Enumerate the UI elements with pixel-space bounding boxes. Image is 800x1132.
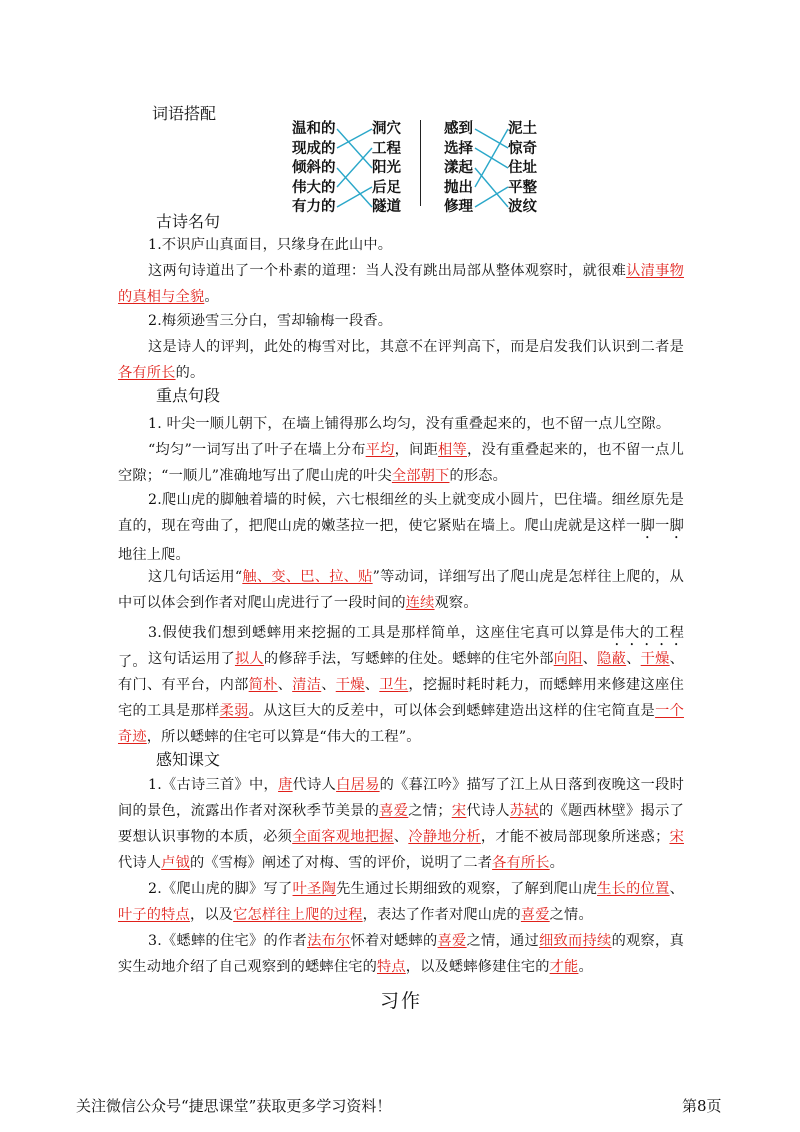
emphasis-text: 脚	[669, 518, 685, 534]
key-analysis-3: 这句话运用了拟人的修辞手法，写蟋蟀的住处。蟋蟀的住宅外部向阳、隐蔽、干燥、有门、有平台，内部简朴、清洁、干燥、卫生，挖掘时耗时耗力，而蟋蟀用来修建这座住宅的工具是那样柔弱。从这巨大的反差中，可以体会到蟋蟀建造出这样的住宅简直是一个奇迹，所以蟋蟀的住宅可以算是“伟大的工程”。	[118, 651, 685, 745]
match-word: 抛出	[444, 178, 473, 196]
key-term: 卢钺	[161, 855, 190, 871]
key-term: 叶子的特点	[118, 907, 190, 923]
key-sentence-3: 3.假使我们想到蟋蟀用来挖掘的工具是那样简单，这座住宅真可以算是伟大的工程了。	[118, 625, 684, 670]
key-term: 唐	[278, 777, 293, 793]
match-word: 漾起	[444, 159, 473, 176]
key-term: 柔弱	[219, 703, 249, 719]
key-term: 一个奇迹	[118, 703, 684, 745]
poem-analysis-1: 这两句诗道出了一个朴素的道理：当人没有跳出局部从整体观察时，就很难认清事物的真相与全貌。	[118, 263, 684, 305]
page-number: 第8页	[682, 1097, 722, 1115]
section-heading-writing: 习作	[380, 990, 423, 1012]
match-line	[337, 148, 372, 187]
key-term: 清洁	[292, 677, 322, 693]
key-term: 拟人	[234, 651, 264, 667]
key-analysis-1: “均匀”一词写出了叶子在墙上分布平均，间距相等，没有重叠起来的，也不留一点儿空隙；“一顺儿”准确地写出了爬山虎的叶尖全部朝下的形态。	[118, 442, 684, 484]
key-term: 苏轼	[509, 803, 539, 819]
match-word: 平整	[508, 178, 537, 196]
key-term: 平均	[365, 442, 395, 458]
poem-line-2: 2.梅须逊雪三分白，雪却输梅一段香。	[148, 313, 393, 329]
key-term: 简朴	[248, 677, 278, 693]
match-group1-left	[292, 119, 336, 217]
match-word: 现成的	[292, 139, 336, 157]
key-sentence-2: 2.爬山虎的脚触着墙的时候，六七根细丝的头上就变成小圆片，巴住墙。细丝原先是直的，现在弯曲了，把爬山虎的嫩茎拉一把，使它紧贴在墙上。爬山虎就是这样一脚一脚地往上爬。	[118, 492, 685, 563]
key-term: 全部朝下	[391, 468, 450, 484]
match-word: 有力的	[292, 198, 336, 215]
key-term: 细致而持续	[539, 933, 612, 949]
match-word: 后足	[372, 178, 401, 196]
match-word: 倾斜的	[292, 159, 336, 176]
key-term: 喜爱	[379, 803, 409, 819]
key-term: 宋	[451, 803, 467, 819]
match-word: 选择	[444, 139, 473, 157]
key-term: 隐蔽	[597, 651, 627, 667]
match-word: 温和的	[292, 120, 336, 137]
key-term: 干燥	[335, 677, 365, 693]
section-heading-key-sentences: 重点句段	[156, 386, 221, 405]
key-term: 它怎样往上爬的过程	[233, 907, 363, 923]
match-word: 隧道	[372, 198, 401, 215]
emphasis-text: 伟大的工程	[609, 625, 684, 641]
emphasis-text: 脚	[640, 518, 656, 534]
key-term: 触、变、巴、拉、贴	[242, 569, 373, 585]
key-term: 干燥	[640, 651, 670, 667]
match-word: 工程	[372, 139, 401, 157]
match-word: 感到	[444, 120, 473, 137]
key-term: 各有所长	[118, 365, 176, 381]
key-term: 卫生	[379, 677, 409, 693]
key-term: 全面客观地把握	[292, 829, 394, 845]
key-sentence-1: 1. 叶尖一顺儿朝下，在墙上铺得那么均匀，没有重叠起来的，也不留一点儿空隙。	[148, 416, 671, 432]
key-analysis-2: 这几句话运用“触、变、巴、拉、贴”等动词，详细写出了爬山虎是怎样往上爬的，从中可以体会到作者对爬山虎进行了一段时间的连续观察。	[118, 569, 685, 611]
match-word: 阳光	[372, 159, 401, 176]
match-line	[475, 168, 508, 207]
key-term: 喜爱	[520, 907, 550, 923]
key-term: 宋	[669, 829, 684, 845]
match-line	[475, 187, 508, 207]
match-lines-group2	[474, 119, 510, 217]
match-word: 住址	[508, 159, 537, 176]
match-group2-right	[508, 119, 537, 217]
match-divider	[420, 120, 421, 206]
match-line	[337, 187, 372, 207]
match-line	[337, 168, 372, 207]
match-word: 修理	[444, 198, 473, 215]
match-line	[337, 129, 372, 148]
match-word: 伟大的	[292, 178, 336, 196]
key-term: 喜爱	[437, 933, 467, 949]
key-term: 特点	[376, 959, 406, 975]
key-term: 才能	[549, 959, 579, 975]
match-word: 惊奇	[508, 139, 537, 157]
match-word: 泥土	[508, 120, 537, 137]
key-term: 连续	[405, 595, 435, 611]
key-term: 相等	[438, 442, 467, 458]
section-heading-poems: 古诗名句	[156, 212, 221, 231]
key-term: 认清事物的真相与全貌	[118, 263, 684, 305]
footer-promo-text: 关注微信公众号“捷思课堂”获取更多学习资料！	[76, 1097, 392, 1115]
match-line	[337, 129, 372, 168]
poem-line-1: 1.不识庐山真面目，只缘身在此山中。	[148, 237, 393, 253]
section-heading-word-match: 词语搭配	[152, 104, 217, 123]
key-term: 各有所长	[492, 855, 550, 871]
key-term: 生长的位置	[597, 881, 670, 897]
match-lines-group1	[336, 119, 374, 217]
key-term: 冷静地分析	[408, 829, 481, 845]
match-group2-left	[444, 119, 473, 217]
lesson-summary-1: 1.《古诗三首》中，唐代诗人白居易的《暮江吟》描写了江上从日落到夜晚这一段时间的景色，流露出作者对深秋季节美景的喜爱之情；宋代诗人苏轼的《题西林壁》揭示了要想认识事物的本质，必须全面客观地把握、冷静地分析，才能不被局部现象所迷惑；宋代诗人卢钺的《雪梅》阐述了对梅、雪的评价，说明了二者各有所长。	[118, 777, 685, 871]
lesson-summary-2: 2.《爬山虎的脚》写了叶圣陶先生通过长期细致的观察，了解到爬山虎生长的位置、叶子的特点，以及它怎样往上爬的过程，表达了作者对爬山虎的喜爱之情。	[118, 881, 684, 923]
key-term: 向阳	[553, 651, 583, 667]
key-term: 法布尔	[307, 933, 351, 949]
match-word: 洞穴	[372, 120, 401, 137]
lesson-summary-3: 3.《蟋蟀的住宅》的作者法布尔怀着对蟋蟀的喜爱之情，通过细致而持续的观察，真实生动地介绍了自己观察到的蟋蟀住宅的特点，以及蟋蟀修建住宅的才能。	[118, 933, 684, 975]
key-term: 叶圣陶	[292, 881, 337, 897]
key-term: 白居易	[336, 777, 380, 793]
match-word: 波纹	[508, 198, 537, 215]
match-group1-right	[372, 119, 401, 217]
poem-analysis-2: 这是诗人的评判，此处的梅雪对比，其意不在评判高下，而是启发我们认识到二者是各有所长的。	[118, 339, 684, 381]
section-heading-lessons: 感知课文	[156, 750, 221, 769]
